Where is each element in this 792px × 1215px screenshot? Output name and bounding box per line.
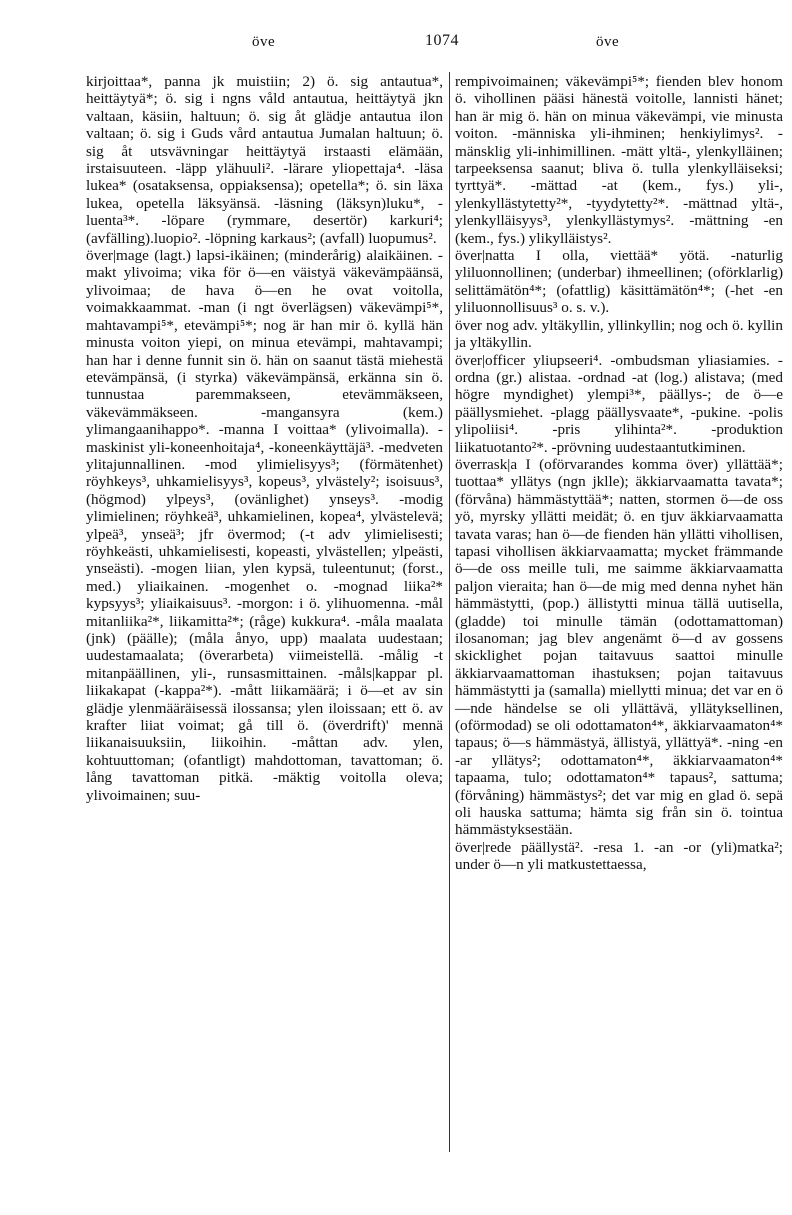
column-divider <box>449 72 450 1152</box>
right-entry: rempivoimainen; väkevämpi⁵*; fienden blev honom ö. vihollinen pääsi hänestä voitolle, lannisti hänet; han är mig ö. hän on minua väkevämpi, vie minusta voiton. -människa yli-ihminen; henkiylimys². -mänsklig yli-inhimillinen. -mätt yltä-, ylenkylläinen; tarpeeksensa saanut; bliva ö. tulla ylenkylläiseksi; tyrttyä*. -mättad -at (kem., fys.) yli-, ylenkyllästytetty²*, -tyydytetty²*. -mättnad yltä-, ylenkylläisyys³, ylenkyllästymys². -mättning -en (kem., fys.) ylikylläistys². <box>455 73 783 247</box>
right-entry: över|rede päällystä². -resa 1. -an -or (yli)matka²; under ö—n yli matkustettaessa, <box>455 838 783 874</box>
right-entry: över|officer yliupseeri⁴. -ombudsman yliasiamies. -ordna (gr.) alistaa. -ordnad -at (log.) alistava; (med högre myndighet) ylempi³*, päällys-; de ö—e päällysmiehet. -plagg päällysvaate*, -pukine. -polis ylipoliisi⁴. -pris ylihinta²*. -produktion liikatuotanto²*. -prövning uudestaantutkiminen. <box>455 351 783 456</box>
left-entry: kirjoittaa*, panna jk muistiin; 2) ö. sig antautua*, heittäytyä*; ö. sig i ngns våld antautua, heittäytyä jkn valtaan, käsiin, haltuun; ö. sig åt glädje antautua ilon valtaan; ö. sig i Guds vård antautua Jumalan haltuun; ö. sig åt utsvävningar heittäytyä irstaasti elämään, irstaisuuteen. -läpp ylähuuli². -lärare yliopettaja⁴. -läsa lukea* (osataksensa, oppiaksensa); opetella*; ö. sin läxa lukea, opetella läksyänsä. -läsning (läksyn)luku*, -luenta³*. -löpare (rymmare, desertör) karkuri⁴; (avfälling).luopio². -löpning karkaus²; (avfall) luopumus². <box>86 73 443 247</box>
page-header <box>0 26 792 56</box>
right-entry: överrask|a I (oförvarandes komma över) yllättää*; tuottaa* yllätys (ngn jklle); äkkiarvaamatta tavata*; (förvåna) hämmästyttää*; natten, stormen ö—de oss yö, myrsky yllätti meidät; ö. en tjuv äkkiarvaamatta tavata varas; han ö—de fienden hän yllätti vihollisen, tapasi vihollisen äkkiarvaamatta; mycket främmande ö—de oss meille tuli, me saimme äkkiarvaamatta paljon vieraita; han ö—de mig med denna nyhet hän hämmästytti, (pop.) ällistytti minua tällä uutisella, (gladde) toi minulle tämän (odottamattoman) ilosanoman; jag blev angenämt ö—d av gossens skicklighet pojan taitavuus saattoi minulle äkkiarvaamattoman ihastuksen; pojan taitavuus hämmästytti ja (samalla) miellytti minua; det var en ö—nde händelse se oli yllättävä, yllätyksellinen, (oförmodad) se oli odottamaton⁴*, äkkiarvaamaton⁴* tapaus; ö—s hämmästyä, ällistyä, yllättyä*. -ning -en -ar yllätys²; odottamaton⁴*, äkkiarvaamaton⁴* tapaama, tulo; odottamaton⁴* tapaus², sattuma; (förvåning) hämmästys²; det var mig en glad ö. sepä oli hauska sattuma; hämta sig från sin ö. tointua hämmästyksestään. <box>455 455 783 839</box>
right-column <box>455 73 783 874</box>
page-number: 1074 <box>425 32 459 49</box>
right-entry: över nog adv. yltäkyllin, yllinkyllin; nog och ö. kyllin ja yltäkyllin. <box>455 316 783 352</box>
right-entry: över|natta I olla, viettää* yötä. -naturlig yliluonnollinen; (underbar) ihmeellinen; (oförklarlig) selittämätön⁴*; (ofattlig) käsittämätön⁴*; (-het -en yliluonnollisuus³ o. s. v.). <box>455 247 783 317</box>
left-column <box>86 73 443 804</box>
left-entry: över|mage (lagt.) lapsi-ikäinen; (minderårig) alaikäinen. -makt ylivoima; vika för ö—en väistyä väkevämpäänsä, ylivoimaa; de hava ö—en he ovat voitolla, voimakkaammat. -man (i ngt överlägsen) väkevämpi⁵*, mahtavampi⁵*, etevämpi⁵*; nog är han mir ö. kyllä hän minusta voiton yiepi, on minua etevämpi, mahtavampi; han har i denne funnit sin ö. hän on saanut tästä miehestä etevämpänsä, (i styrka) väkevämpänsä, erkänna sin ö. tunnustaa paremmakseen, etevämmäkseen, väkevämmäkseen. -mangansyra (kem.) ylimangaanihappo*. -manna I voittaa* (ylivoimalla). -maskinist yli-koneenhoitaja⁴, -koneenkäyttäjä³. -medveten ylitajunnallinen. -mod ylimielisyys³; (förmätenhet) röyhkeys³, uhkamielisyys³, kopeus³, ylvästely²; isoisuus³, (högmod) ylpeys³, (ovänlighet) ynseys³. -modig ylimielinen; röyhkeä³, uhkamielinen, kopea⁴, ylvästelevä; ylpeä³, ynseä³; jfr övermod; (-t adv ylimielisesti; röyhkeästi, uhkamielisesti, kopeasti, ylvästellen; ylpeästi, ynseästi). -mogen liian, ylen kypsä, tuleentunut; (forst., med.) yliaikainen. -mogenhet o. -mognad liika²* kypsyys³; yliaikaisuus³. -morgon: i ö. ylihuomenna. -mål mitanliika²*, liikamitta²*; (råge) kukkura⁴. -måla maalata (jnk) (päälle); (måla ånyo, upp) maalata uudestaan; uudestamaalata; (överarbeta) viimeistellä. -målig -t mitanpäällinen, yli-, runsasmittainen. -måls|kappar pl. liikakapat (-kappa²*). -mått liikamäärä; i ö—et av sin glädje ylenmääräisessä ilossansa; ylen iloissaan; ett ö. av krafter liiat voimat; gå till ö. (överdrift)' mennä liikanaisuuksiin, liikoihin. -måttan adv. ylen, kohtuuttoman; (ofantligt) mahdottoman, tavattoman; ö. lång tavattoman pitkä. -mäktig voitolla oleva; ylivoimainen; suu- <box>86 247 443 804</box>
right-guide-word: öve <box>596 34 620 50</box>
left-guide-word: öve <box>252 34 276 50</box>
